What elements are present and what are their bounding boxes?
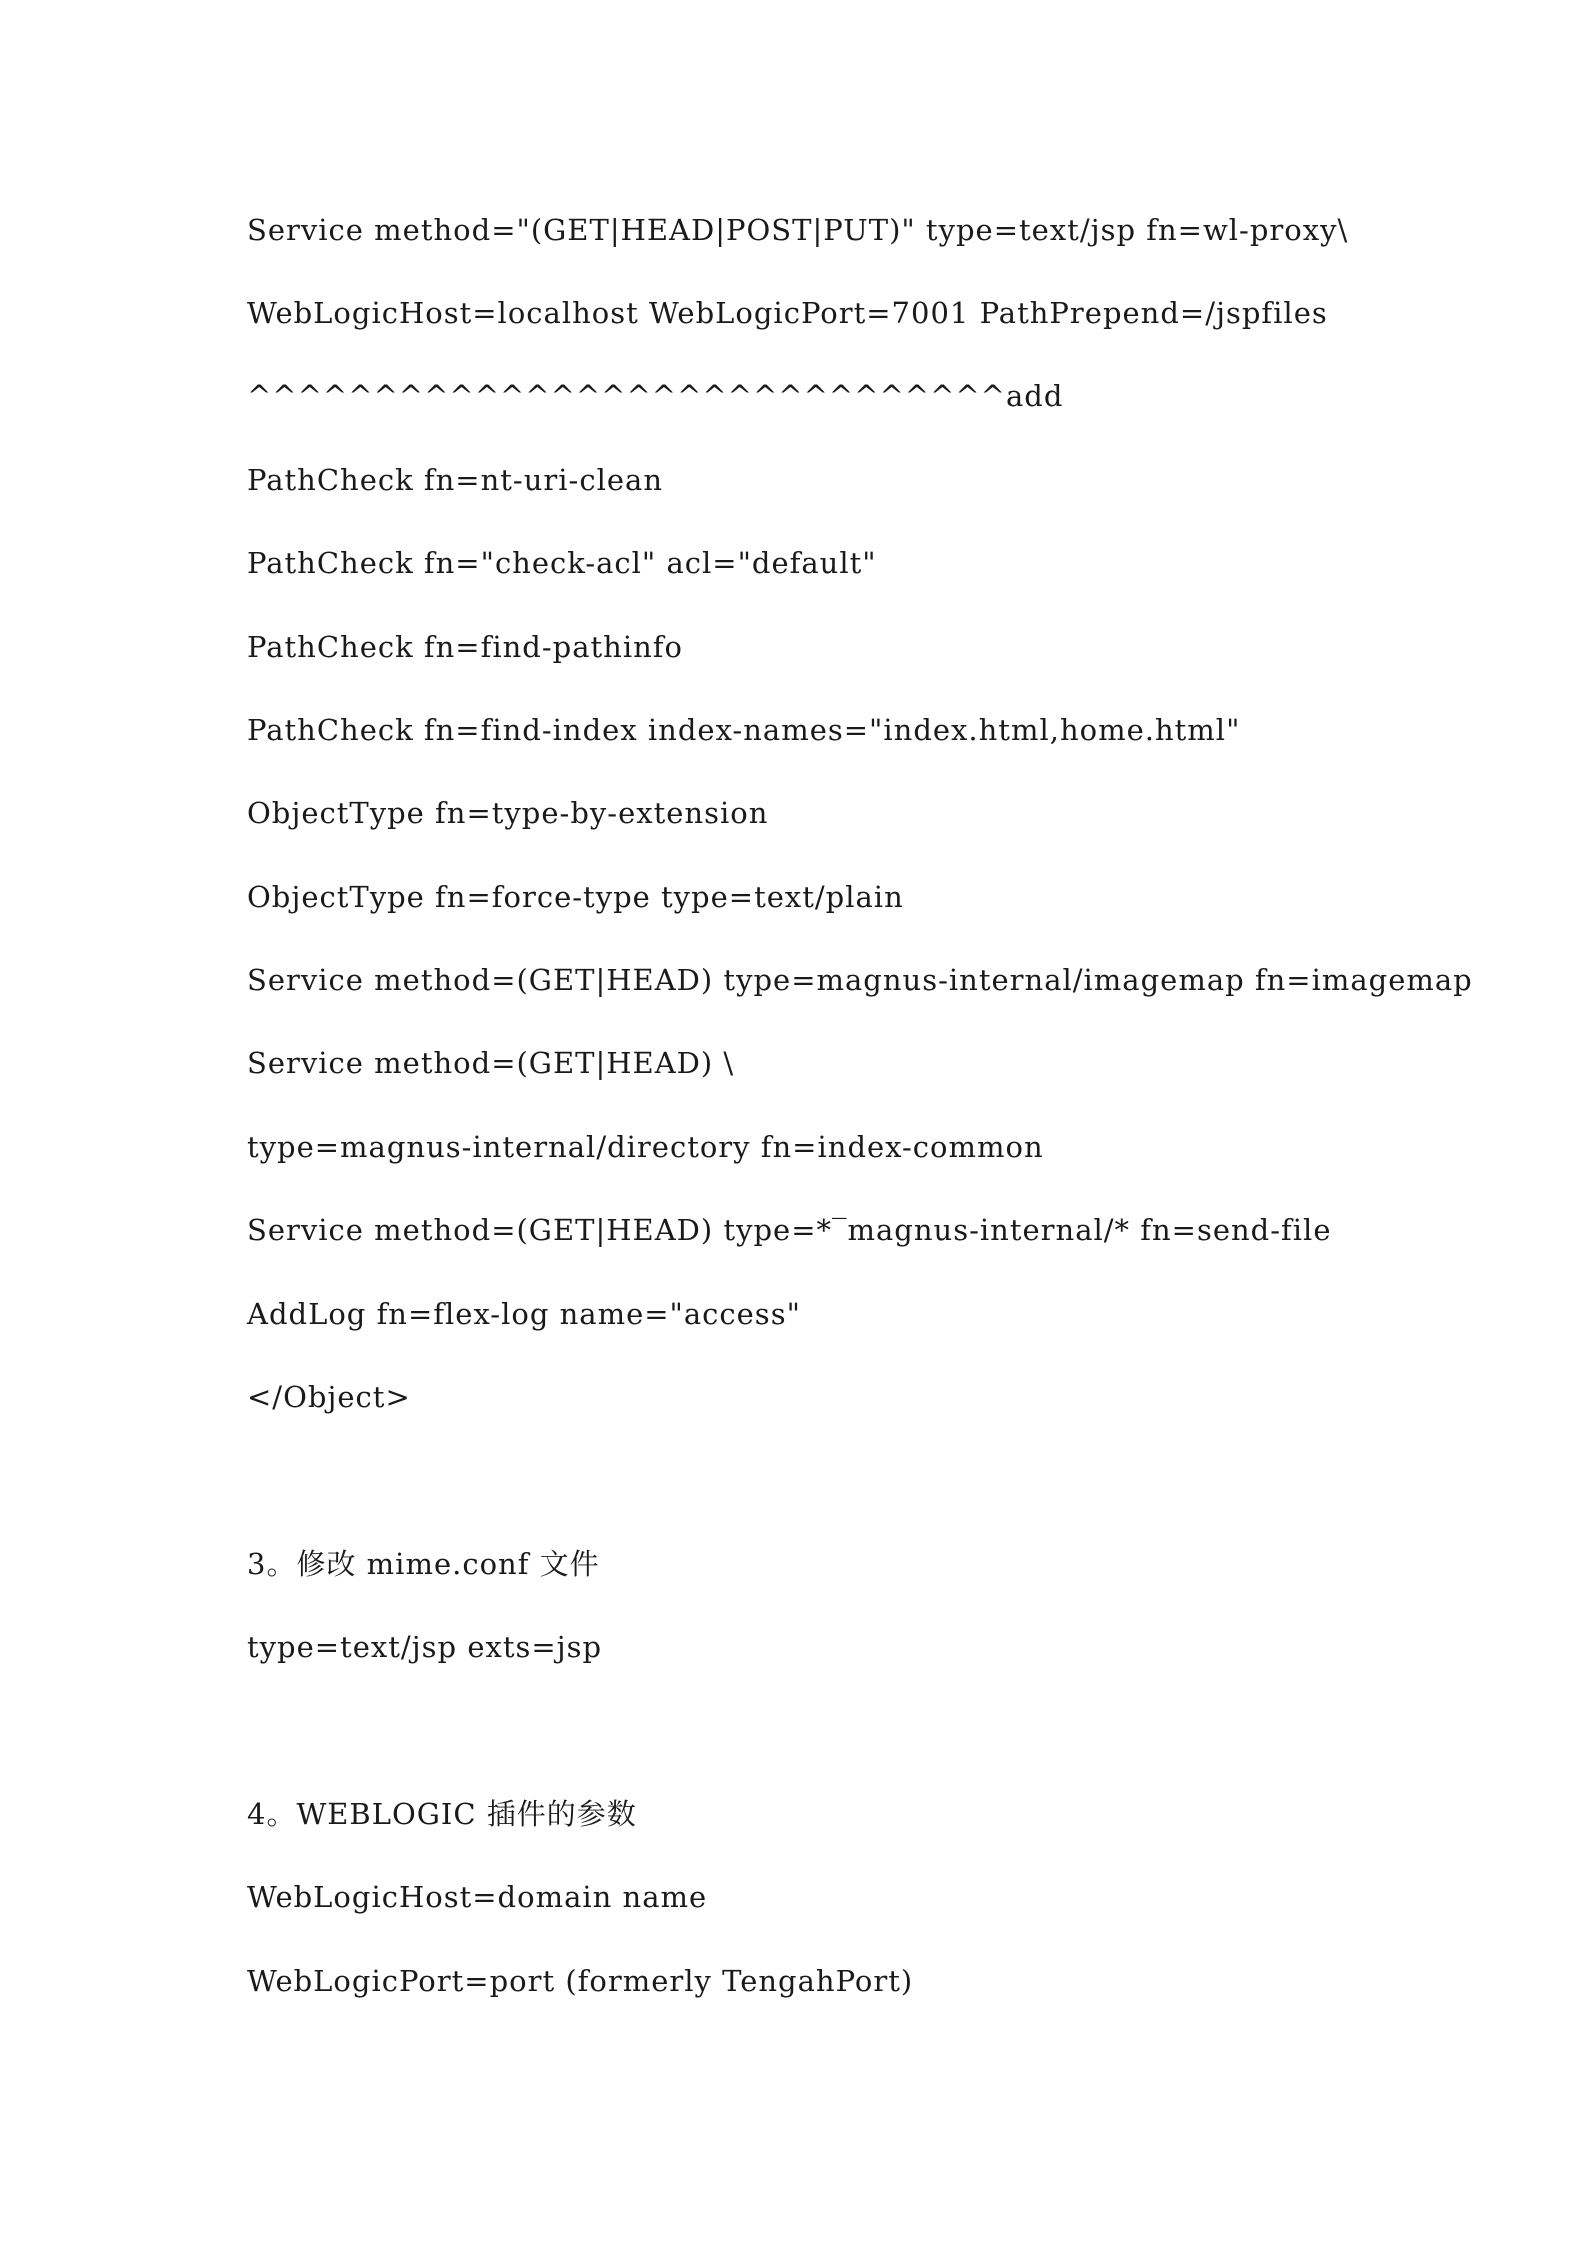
config-line-weblogic-host-param: WebLogicHost=domain name bbox=[247, 1880, 708, 1914]
config-line-service-send-file: Service method=(GET|HEAD) type=*‾magnus-internal/* fn=send-file bbox=[247, 1213, 1332, 1247]
config-line-pathcheck-uri-clean: PathCheck fn=nt-uri-clean bbox=[247, 463, 663, 497]
config-line-objecttype-extension: ObjectType fn=type-by-extension bbox=[247, 796, 769, 830]
config-line-mime-type: type=text/jsp exts=jsp bbox=[247, 1630, 603, 1664]
section-heading-weblogic-params: 4。WEBLOGIC 插件的参数 bbox=[247, 1797, 637, 1831]
config-line-pathcheck-acl: PathCheck fn="check-acl" acl="default" bbox=[247, 546, 877, 580]
section-heading-mime-conf: 3。修改 mime.conf 文件 bbox=[247, 1547, 600, 1581]
config-line-pathcheck-index: PathCheck fn=find-index index-names="index.html,home.html" bbox=[247, 713, 1241, 747]
config-line-pathcheck-pathinfo: PathCheck fn=find-pathinfo bbox=[247, 630, 683, 664]
config-line-object-close: </Object> bbox=[247, 1380, 411, 1414]
config-line-weblogic-port-param: WebLogicPort=port (formerly TengahPort) bbox=[247, 1964, 914, 1998]
config-line-service-imagemap: Service method=(GET|HEAD) type=magnus-internal/imagemap fn=imagemap bbox=[247, 963, 1473, 997]
config-line-directory: type=magnus-internal/directory fn=index-common bbox=[247, 1130, 1044, 1164]
config-line-service-get-head: Service method=(GET|HEAD) \ bbox=[247, 1046, 735, 1080]
config-line-weblogic-host-port: WebLogicHost=localhost WebLogicPort=7001 PathPrepend=/jspfiles bbox=[247, 296, 1328, 330]
config-line-service-proxy: Service method="(GET|HEAD|POST|PUT)" type=text/jsp fn=wl-proxy\ bbox=[247, 213, 1349, 247]
config-line-objecttype-force: ObjectType fn=force-type type=text/plain bbox=[247, 880, 904, 914]
config-line-add-marker: ^^^^^^^^^^^^^^^^^^^^^^^^^^^^^^add bbox=[247, 379, 1064, 413]
config-line-addlog: AddLog fn=flex-log name="access" bbox=[247, 1297, 801, 1331]
